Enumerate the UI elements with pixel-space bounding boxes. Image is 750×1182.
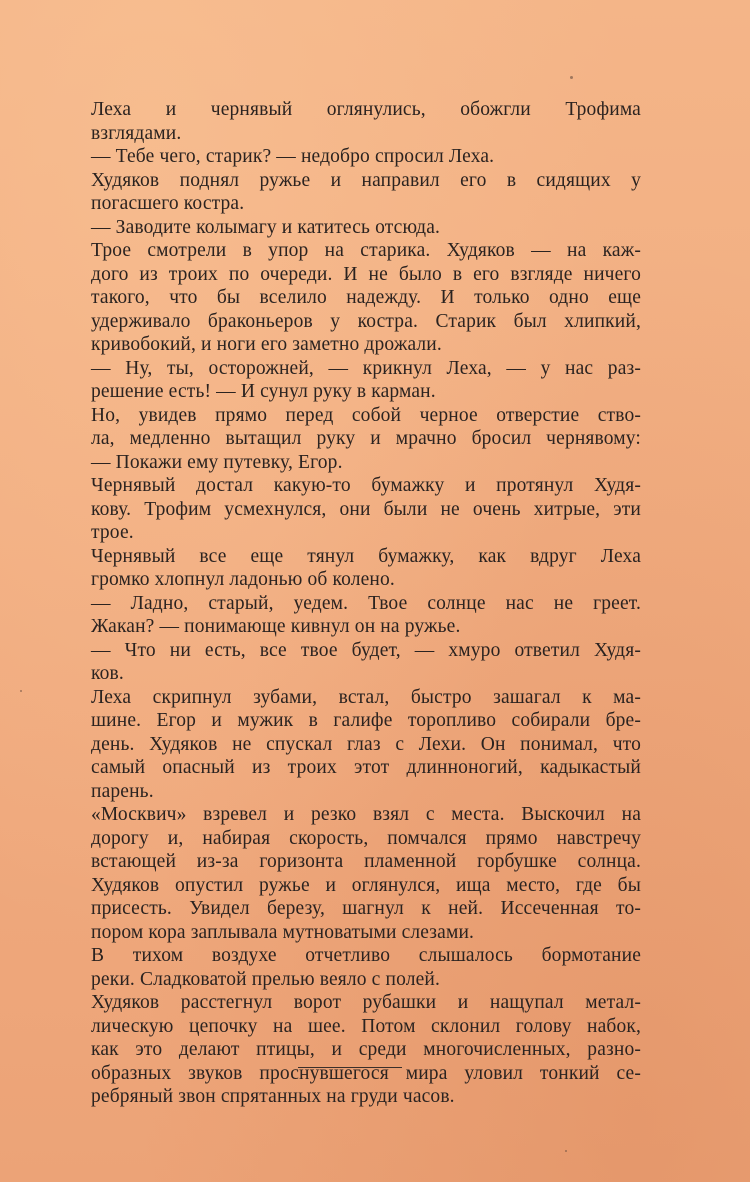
text-line: трое. <box>91 522 134 543</box>
story-text <box>91 98 641 1109</box>
text-line: реки. Сладковатой прелью веяло с полей. <box>91 968 441 990</box>
paragraph <box>91 404 641 451</box>
text-line: взглядами. <box>91 122 182 144</box>
paragraph <box>91 145 641 169</box>
text-line: встающей из-за горизонта пламенной горбушке солнца. <box>91 851 641 872</box>
text-line: — Заводите колымагу и катитесь отсюда. <box>91 216 441 238</box>
paragraph <box>91 239 641 357</box>
paragraph <box>91 991 641 1109</box>
text-line: шине. Егор и мужик в галифе торопливо собирали бре- <box>91 710 641 731</box>
text-line: образных звуков проснувшегося мира уловил тонкий се- <box>91 1062 641 1084</box>
text-line: лическую цепочку на шее. Потом склонил голову набок, <box>91 1015 641 1037</box>
text-line: громко хлопнул ладонью об колено. <box>91 569 395 590</box>
paragraph <box>91 98 641 145</box>
text-line: Худяков поднял ружье и направил его в сидящих у <box>91 169 641 191</box>
text-line: — Ладно, старый, уедем. Твое солнце нас не греет. <box>91 592 641 614</box>
text-line: ла, медленно вытащил руку и мрачно бросил чернявому: <box>91 428 641 449</box>
text-line: — Ну, ты, осторожней, — крикнул Леха, — у нас раз- <box>91 357 641 379</box>
text-line: — Покажи ему путевку, Егор. <box>91 451 343 473</box>
text-line: дорогу и, набирая скорость, помчался прямо навстречу <box>91 827 641 849</box>
text-line: дого из троих по очереди. И не было в его взгляде ничего <box>91 263 641 285</box>
text-line: Леха и чернявый оглянулись, обожгли Трофима <box>91 99 641 120</box>
text-line: — Что ни есть, все твое будет, — хмуро ответил Худя- <box>91 639 641 661</box>
text-line: кову. Трофим усмехнулся, они были не очень хитрые, эти <box>91 498 641 520</box>
end-of-chapter-rule <box>298 1067 402 1068</box>
text-line: — Тебе чего, старик? — недобро спросил Леха. <box>91 146 495 167</box>
text-line: «Москвич» взревел и резко взял с места. Выскочил на <box>91 804 641 825</box>
paper-speck <box>565 1150 567 1152</box>
text-line: решение есть! — И сунул руку в карман. <box>91 381 436 402</box>
text-line: присесть. Увидел березу, шагнул к ней. Иссеченная то- <box>91 898 641 919</box>
paragraph <box>91 686 641 804</box>
paper-speck <box>570 76 573 79</box>
paper-speck <box>20 690 22 692</box>
text-line: самый опасный из троих этот длинноногий, кадыкастый <box>91 757 641 778</box>
text-line: Худяков расстегнул ворот рубашки и нащупал метал- <box>91 992 641 1013</box>
paragraph <box>91 592 641 639</box>
paragraph <box>91 803 641 944</box>
text-line: такого, что бы вселило надежду. И только одно еще <box>91 287 641 308</box>
paragraph <box>91 474 641 545</box>
text-line: Трое смотрели в упор на старика. Худяков — на каж- <box>91 240 641 261</box>
paragraph <box>91 169 641 216</box>
text-line: Жакан? — понимающе кивнул он на ружье. <box>91 616 461 637</box>
paragraph <box>91 545 641 592</box>
text-line: как это делают птицы, и среди многочисленных, разно- <box>91 1039 641 1060</box>
text-line: ребряный звон спрятанных на груди часов. <box>91 1086 455 1107</box>
text-line: день. Худяков не спускал глаз с Лехи. Он понимал, что <box>91 733 641 755</box>
text-line: удерживало браконьеров у костра. Старик был хлипкий, <box>91 310 641 332</box>
paragraph <box>91 451 641 475</box>
text-line: ков. <box>91 663 124 684</box>
paragraph <box>91 216 641 240</box>
text-line: Но, увидев прямо перед собой черное отверстие ство- <box>91 404 641 426</box>
text-line: Худяков опустил ружье и оглянулся, ища место, где бы <box>91 874 641 896</box>
text-line: Чернявый достал какую-то бумажку и протянул Худя- <box>91 475 641 496</box>
paragraph <box>91 639 641 686</box>
text-line: Леха скрипнул зубами, встал, быстро зашагал к ма- <box>91 686 641 708</box>
paragraph <box>91 944 641 991</box>
text-line: пором кора заплывала мутноватыми слезами. <box>91 921 475 943</box>
text-line: кривобокий, и ноги его заметно дрожали. <box>91 334 442 355</box>
text-line: парень. <box>91 780 154 802</box>
text-line: Чернявый все еще тянул бумажку, как вдруг Леха <box>91 545 641 567</box>
paragraph <box>91 357 641 404</box>
text-line: погасшего костра. <box>91 193 245 214</box>
text-line: В тихом воздухе отчетливо слышалось бормотание <box>91 945 641 966</box>
